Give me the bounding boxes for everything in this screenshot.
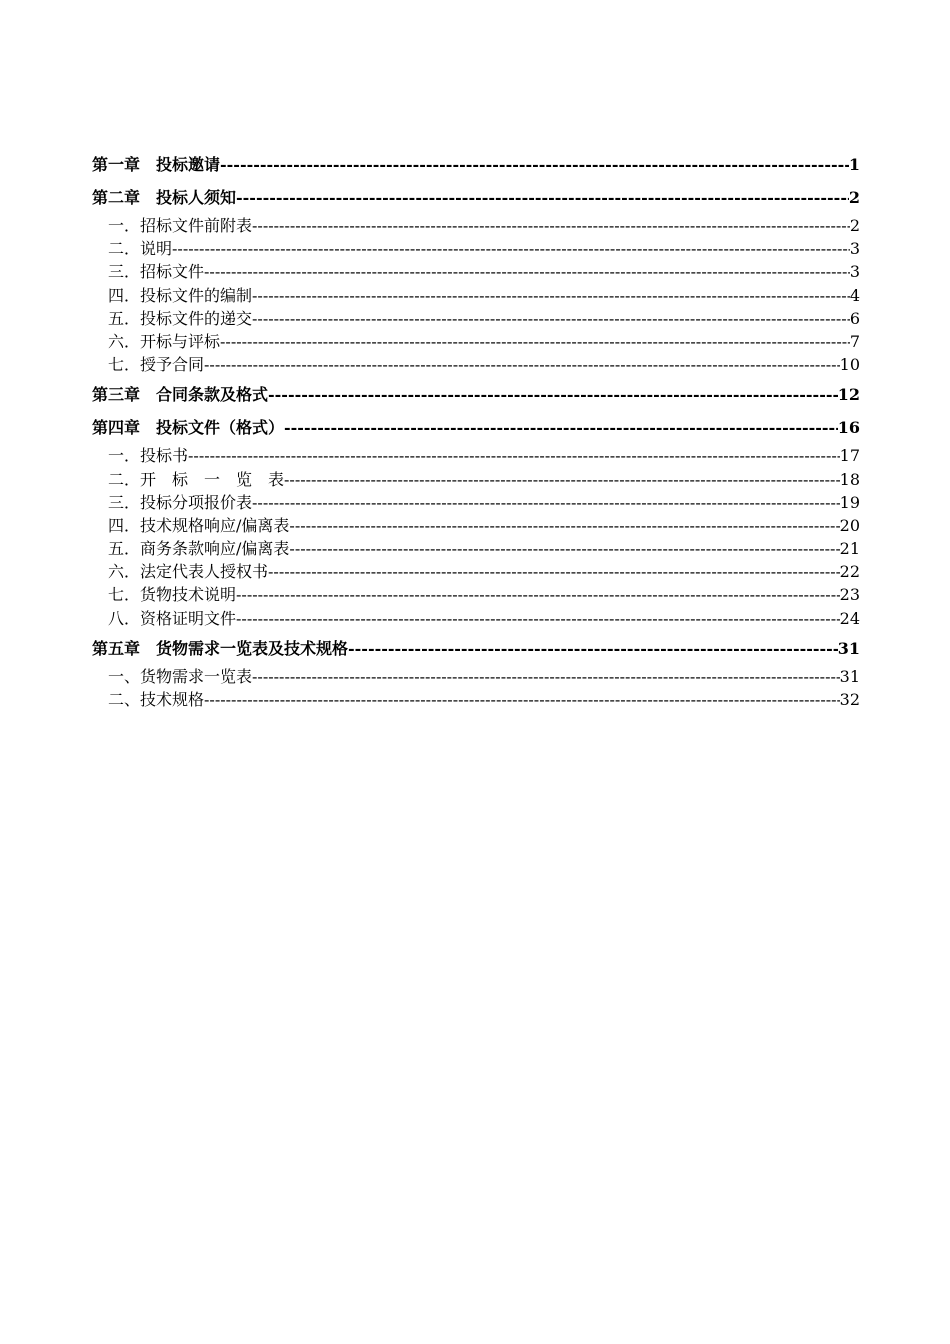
toc-leader-dots bbox=[348, 632, 838, 665]
toc-page-number: 31 bbox=[837, 638, 860, 658]
toc-entry-section[interactable] bbox=[92, 307, 860, 330]
toc-entry-section[interactable] bbox=[92, 688, 860, 711]
toc-leader-dots bbox=[252, 307, 850, 330]
toc-page-number: 19 bbox=[839, 492, 860, 512]
toc-entry-section[interactable] bbox=[92, 353, 860, 376]
toc-leader-dots bbox=[172, 237, 850, 260]
toc-leader-dots bbox=[252, 214, 850, 237]
toc-entry-section[interactable] bbox=[92, 607, 860, 630]
toc-page-number: 32 bbox=[839, 690, 860, 709]
toc-page-number: 31 bbox=[839, 666, 860, 686]
toc-entry-chapter[interactable] bbox=[92, 181, 860, 214]
toc-entry-label: 三．招标文件 bbox=[108, 262, 205, 282]
toc-entry-section[interactable] bbox=[92, 237, 860, 260]
toc-page-number: 6 bbox=[849, 308, 860, 328]
toc-entry-section[interactable] bbox=[92, 468, 860, 491]
toc-leader-dots bbox=[284, 411, 838, 444]
toc-page-number: 1 bbox=[848, 155, 860, 174]
toc-entry-section[interactable] bbox=[92, 583, 860, 606]
toc-leader-dots bbox=[252, 491, 840, 514]
toc-leader-dots bbox=[236, 181, 849, 214]
toc-page-number: 22 bbox=[839, 562, 860, 582]
toc-entry-label: 七．授予合同 bbox=[108, 355, 205, 375]
toc-entry-section[interactable] bbox=[92, 665, 860, 688]
toc-entry-chapter[interactable] bbox=[92, 411, 860, 444]
toc-page-number: 7 bbox=[849, 331, 860, 351]
toc-leader-dots bbox=[289, 514, 839, 537]
toc-entry-section[interactable] bbox=[92, 330, 860, 353]
toc-leader-dots bbox=[289, 537, 839, 560]
toc-entry-section[interactable] bbox=[92, 560, 860, 583]
toc-entry-label: 六．开标与评标 bbox=[108, 331, 221, 351]
toc-leader-dots bbox=[252, 284, 850, 307]
toc-leader-dots bbox=[204, 260, 850, 283]
toc-entry-label: 四．投标文件的编制 bbox=[108, 285, 253, 305]
toc-entry-section[interactable] bbox=[92, 491, 860, 514]
toc-page-number: 24 bbox=[839, 608, 860, 628]
toc-page-number: 18 bbox=[839, 469, 860, 489]
toc-entry-chapter[interactable] bbox=[92, 148, 860, 181]
toc-entry-label: 第三章 合同条款及格式 bbox=[92, 385, 269, 405]
toc-entry-label: 八．资格证明文件 bbox=[108, 608, 237, 628]
toc-page-number: 23 bbox=[839, 585, 860, 605]
toc-entry-label: 一．投标书 bbox=[108, 446, 189, 466]
toc-page-number: 4 bbox=[849, 285, 860, 305]
toc-entry-label: 一、货物需求一览表 bbox=[108, 666, 253, 686]
toc-page-number: 21 bbox=[839, 539, 860, 559]
toc-leader-dots bbox=[252, 665, 840, 688]
toc-page-number: 2 bbox=[848, 188, 860, 207]
toc-entry-label: 四．技术规格响应/偏离表 bbox=[108, 515, 290, 535]
toc-page-number: 20 bbox=[839, 515, 860, 535]
toc-page-number: 17 bbox=[839, 446, 860, 466]
toc-page-number: 3 bbox=[849, 262, 860, 282]
toc-leader-dots bbox=[236, 607, 840, 630]
toc-entry-label: 第四章 投标文件（格式） bbox=[92, 418, 285, 438]
toc-leader-dots bbox=[220, 330, 850, 353]
toc-leader-dots bbox=[268, 560, 840, 583]
toc-leader-dots bbox=[236, 583, 840, 606]
toc-entry-label: 三．投标分项报价表 bbox=[108, 492, 253, 512]
toc-leader-dots bbox=[204, 688, 840, 711]
toc-entry-label: 第五章 货物需求一览表及技术规格 bbox=[92, 638, 349, 658]
toc-entry-label: 二．开 标 一 览 表 bbox=[108, 469, 285, 489]
toc-entry-label: 七．货物技术说明 bbox=[108, 585, 237, 605]
table-of-contents bbox=[92, 148, 860, 711]
toc-entry-label: 二．说明 bbox=[108, 239, 173, 259]
toc-entry-section[interactable] bbox=[92, 444, 860, 467]
toc-page-number: 2 bbox=[849, 216, 860, 235]
toc-entry-label: 五．商务条款响应/偏离表 bbox=[108, 539, 290, 559]
toc-page-number: 3 bbox=[849, 239, 860, 259]
toc-page-number: 16 bbox=[837, 418, 860, 438]
toc-page-number: 12 bbox=[837, 385, 860, 405]
toc-leader-dots bbox=[220, 148, 849, 181]
toc-entry-label: 第二章 投标人须知 bbox=[92, 188, 237, 207]
toc-entry-label: 六．法定代表人授权书 bbox=[108, 562, 269, 582]
toc-leader-dots bbox=[188, 444, 840, 467]
toc-entry-label: 第一章 投标邀请 bbox=[92, 155, 221, 174]
toc-entry-label: 五．投标文件的递交 bbox=[108, 308, 253, 328]
toc-entry-section[interactable] bbox=[92, 260, 860, 283]
toc-entry-section[interactable] bbox=[92, 284, 860, 307]
toc-entry-label: 二、技术规格 bbox=[108, 690, 205, 709]
toc-entry-section[interactable] bbox=[92, 214, 860, 237]
toc-leader-dots bbox=[268, 378, 838, 411]
toc-page-number: 10 bbox=[839, 355, 860, 375]
toc-entry-chapter[interactable] bbox=[92, 378, 860, 411]
toc-entry-chapter[interactable] bbox=[92, 632, 860, 665]
toc-leader-dots bbox=[284, 468, 840, 491]
toc-leader-dots bbox=[204, 353, 840, 376]
toc-entry-section[interactable] bbox=[92, 514, 860, 537]
toc-entry-label: 一．招标文件前附表 bbox=[108, 216, 253, 235]
toc-entry-section[interactable] bbox=[92, 537, 860, 560]
